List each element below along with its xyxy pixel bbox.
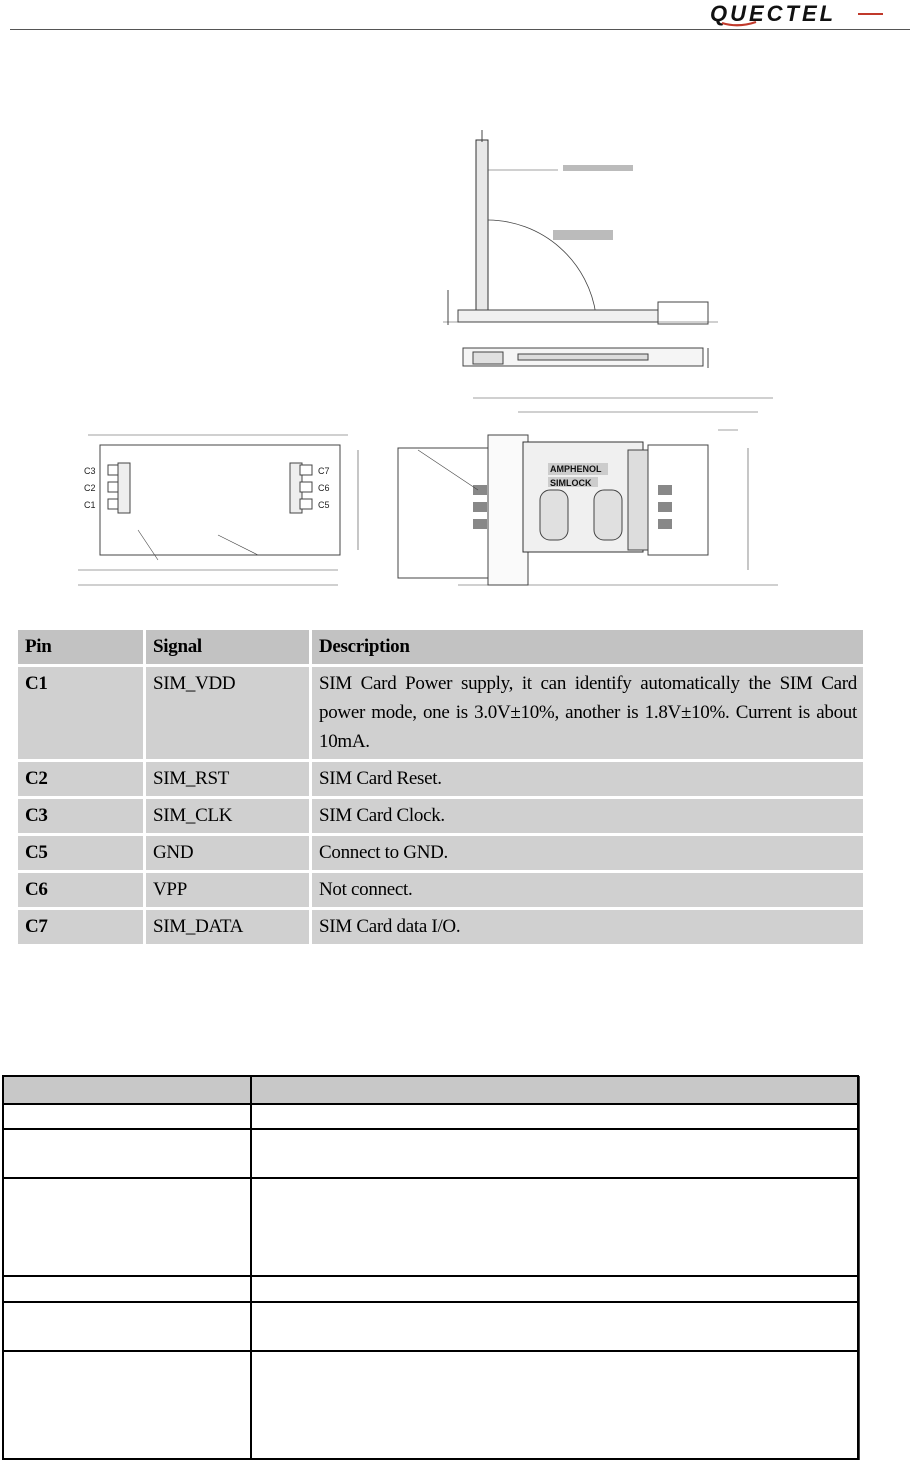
label-c7: C7 [318, 466, 330, 476]
side-view-closed [463, 348, 708, 368]
description-cell: SIM Card Power supply, it can identify automatically the SIM Card power mode, one is 3.0V±10%, another is 1.8V±10%. Current is about 10mA. [309, 667, 863, 759]
pin-cell: C7 [18, 910, 143, 944]
signal-cell: GND [143, 836, 309, 870]
header-rule [10, 29, 910, 30]
description-cell: SIM Card data I/O. [309, 910, 863, 944]
table-row [18, 910, 863, 944]
table-header-row [18, 630, 863, 664]
footprint-view [78, 435, 358, 585]
table-row [18, 762, 863, 796]
grid-column-divider [250, 1077, 252, 1458]
pin-cell: C6 [18, 873, 143, 907]
table-row [18, 873, 863, 907]
header-signal: Signal [143, 630, 309, 664]
top-view [398, 398, 778, 585]
label-c5: C5 [318, 500, 330, 510]
signal-cell: SIM_VDD [143, 667, 309, 759]
quectel-logo [708, 1, 888, 27]
logo-text: QUECTEL [710, 1, 837, 26]
description-cell: SIM Card Clock. [309, 799, 863, 833]
description-cell: SIM Card Reset. [309, 762, 863, 796]
label-c2: C2 [84, 483, 96, 493]
side-view-open [443, 130, 718, 325]
sim-pin-table [18, 627, 863, 947]
signal-cell: VPP [143, 873, 309, 907]
label-c6: C6 [318, 483, 330, 493]
grid-row-line [4, 1350, 857, 1352]
header-description: Description [309, 630, 863, 664]
grid-row-line [4, 1177, 857, 1179]
description-cell: Not connect. [309, 873, 863, 907]
empty-grid-table [2, 1075, 859, 1460]
label-c3: C3 [84, 466, 96, 476]
grid-row-line [4, 1275, 857, 1277]
header-pin: Pin [18, 630, 143, 664]
table-row [18, 799, 863, 833]
table-row [18, 836, 863, 870]
signal-cell: SIM_DATA [143, 910, 309, 944]
pin-cell: C5 [18, 836, 143, 870]
grid-row-line [4, 1128, 857, 1130]
pin-cell: C1 [18, 667, 143, 759]
pin-cell: C3 [18, 799, 143, 833]
sim-holder-drawing [18, 130, 862, 620]
grid-row-line [4, 1301, 857, 1303]
grid-row-line [4, 1103, 857, 1105]
table-row [18, 667, 863, 759]
label-c1: C1 [84, 500, 96, 510]
signal-cell: SIM_CLK [143, 799, 309, 833]
card-marking-2: SIMLOCK [550, 478, 592, 488]
signal-cell: SIM_RST [143, 762, 309, 796]
description-cell: Connect to GND. [309, 836, 863, 870]
card-marking-1: AMPHENOL [550, 464, 602, 474]
grid-header-row [4, 1077, 857, 1103]
pin-cell: C2 [18, 762, 143, 796]
